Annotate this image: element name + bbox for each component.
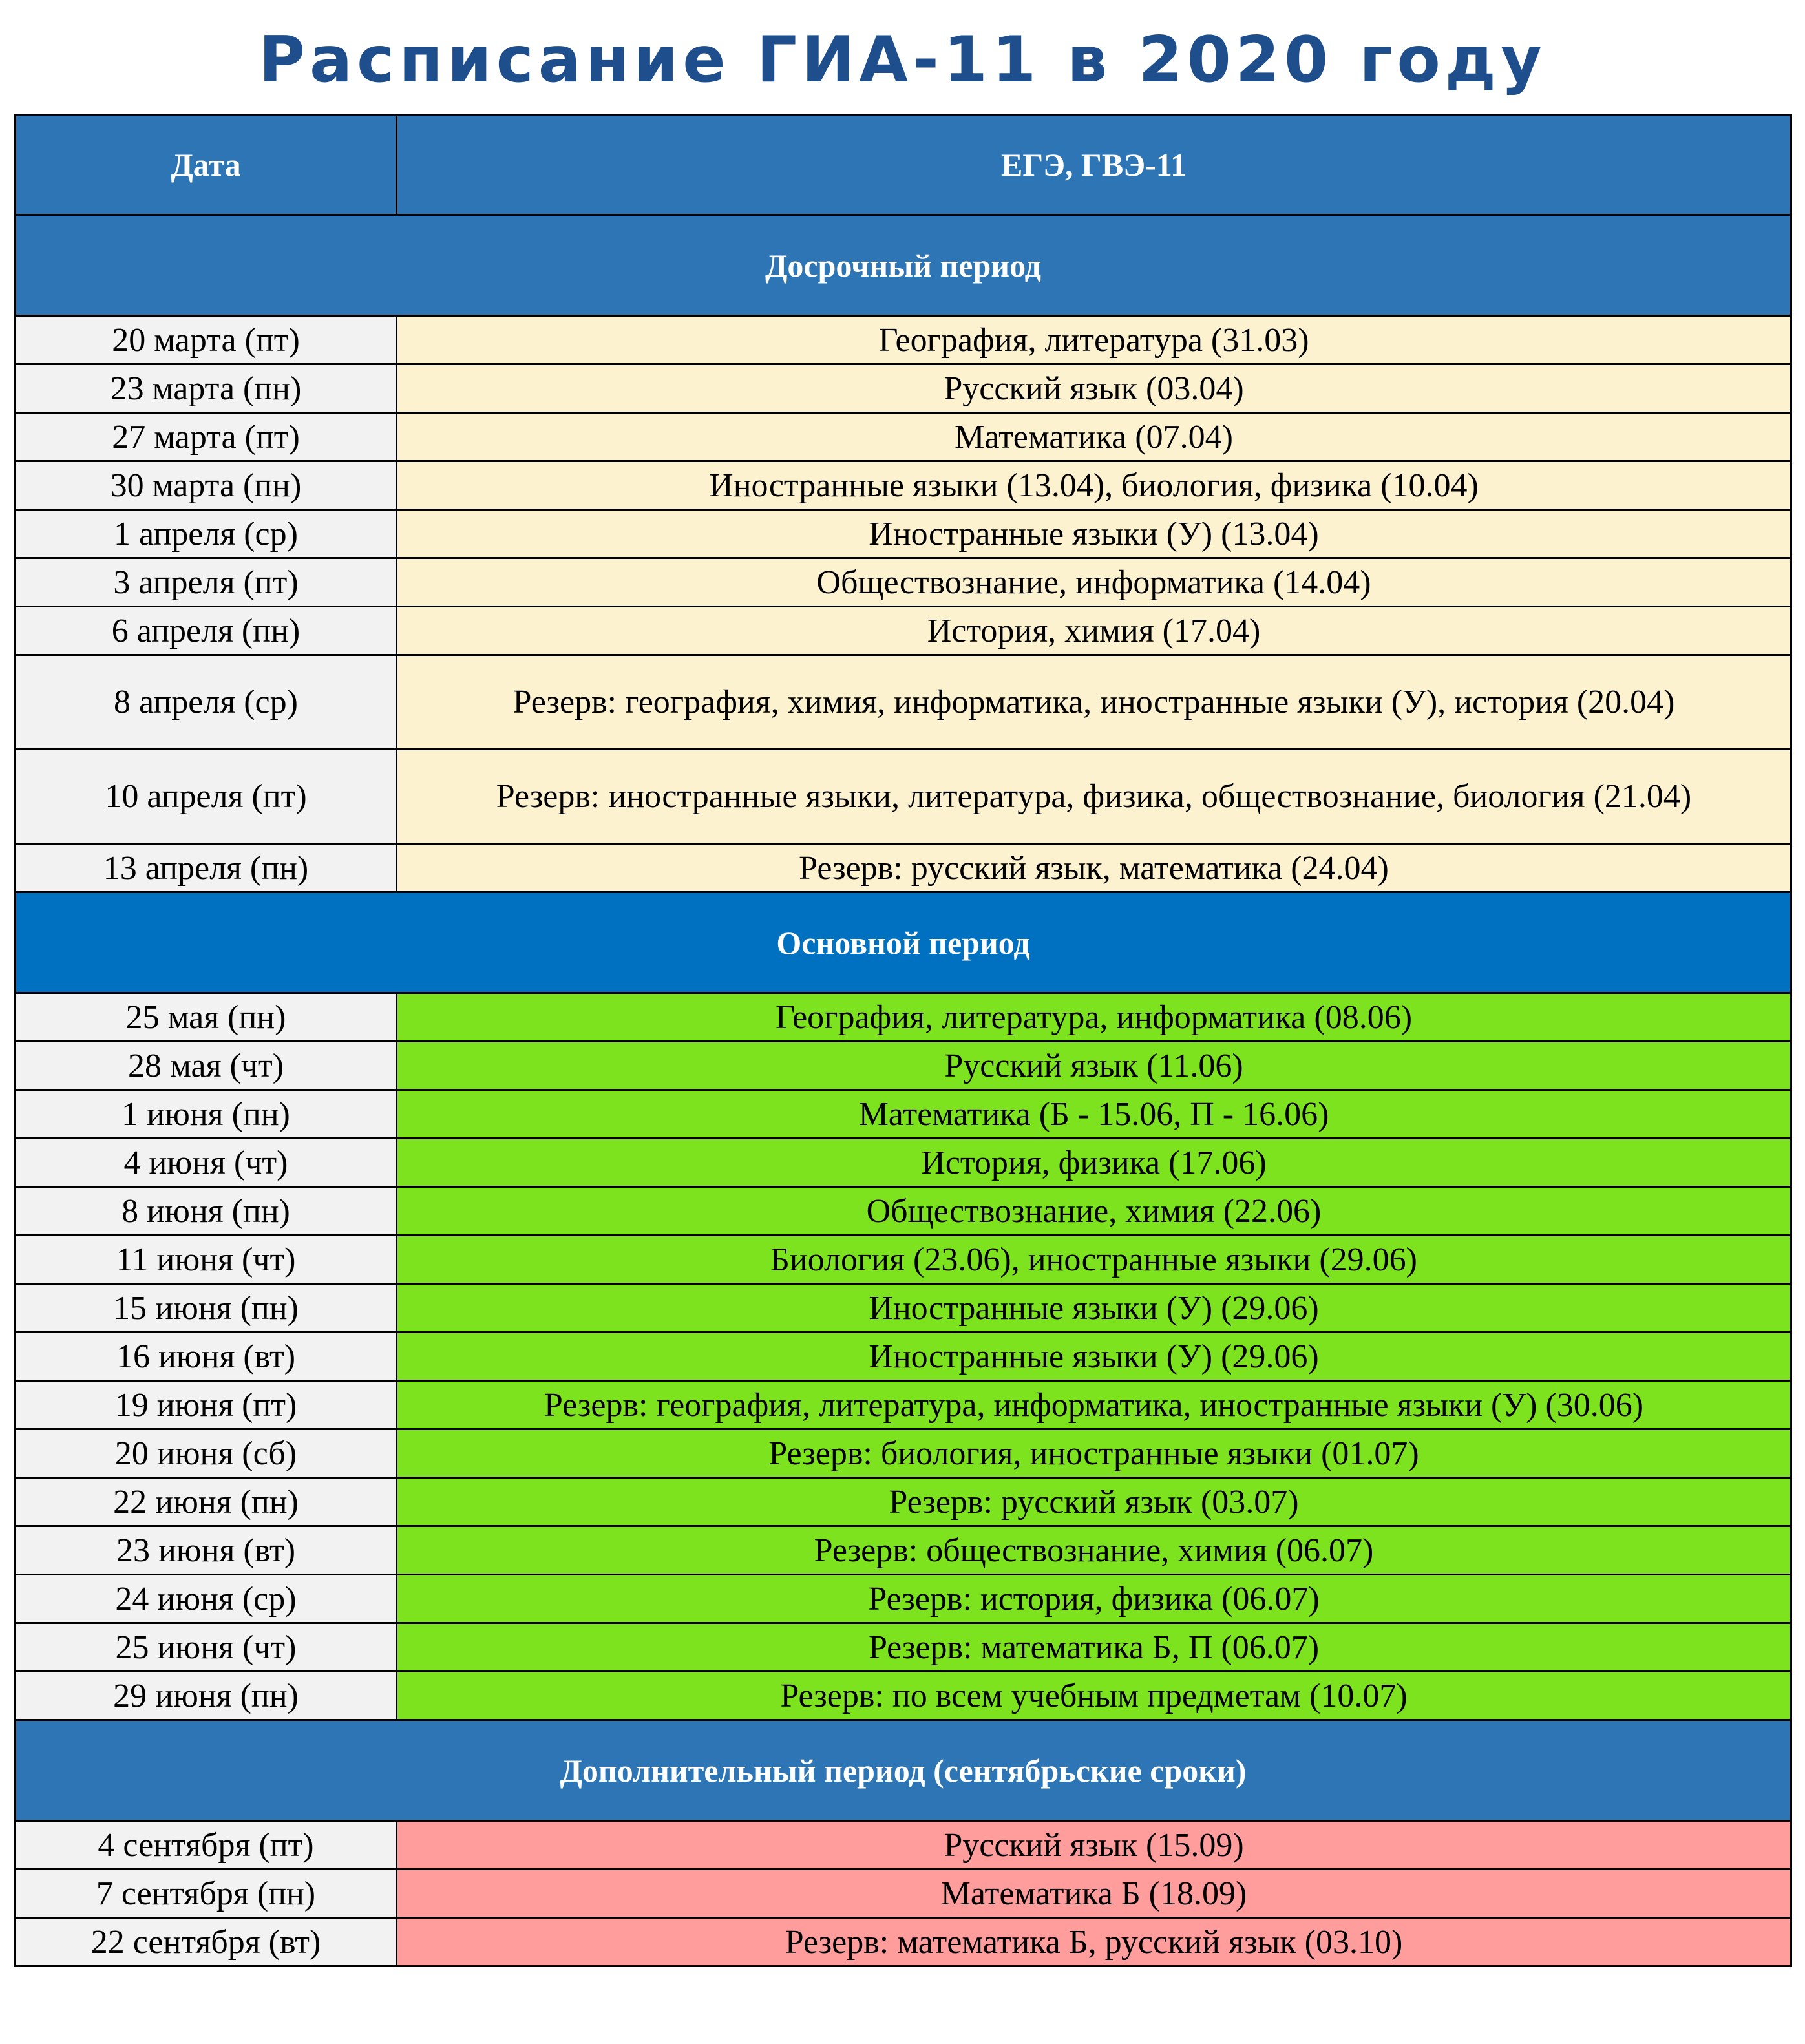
exam-subjects: Иностранные языки (У) (29.06) [397, 1333, 1791, 1381]
table-row [16, 1090, 1791, 1139]
exam-subjects: Иностранные языки (У) (13.04) [397, 510, 1791, 558]
exam-date: 6 апреля (пн) [16, 607, 397, 655]
exam-date: 3 апреля (пт) [16, 558, 397, 607]
table-row [16, 750, 1791, 844]
exam-subjects: Резерв: математика Б, русский язык (03.10) [397, 1918, 1791, 1966]
table-row [16, 364, 1791, 413]
exam-date: 27 марта (пт) [16, 413, 397, 461]
exam-date: 22 июня (пн) [16, 1478, 397, 1526]
exam-date: 29 июня (пн) [16, 1672, 397, 1720]
exam-date: 16 июня (вт) [16, 1333, 397, 1381]
table-row [16, 1333, 1791, 1381]
header-exams: ЕГЭ, ГВЭ-11 [397, 115, 1791, 215]
exam-subjects: Обществознание, информатика (14.04) [397, 558, 1791, 607]
exam-date: 7 сентября (пн) [16, 1870, 397, 1918]
exam-date: 15 июня (пн) [16, 1284, 397, 1333]
page-title: Расписание ГИА-11 в 2020 году [259, 23, 1546, 97]
exam-subjects: Резерв: биология, иностранные языки (01.07) [397, 1429, 1791, 1478]
exam-subjects: Математика (07.04) [397, 413, 1791, 461]
table-row [16, 1139, 1791, 1187]
exam-subjects: География, литература, информатика (08.06) [397, 993, 1791, 1042]
table-row [16, 844, 1791, 892]
period-title: Дополнительный период (сентябрьские сроки) [16, 1720, 1791, 1821]
exam-date: 4 сентября (пт) [16, 1821, 397, 1870]
exam-date: 24 июня (ср) [16, 1575, 397, 1623]
exam-subjects: Русский язык (03.04) [397, 364, 1791, 413]
exam-date: 25 мая (пн) [16, 993, 397, 1042]
exam-subjects: История, физика (17.06) [397, 1139, 1791, 1187]
table-row [16, 993, 1791, 1042]
exam-date: 1 июня (пн) [16, 1090, 397, 1139]
exam-date: 4 июня (чт) [16, 1139, 397, 1187]
exam-date: 11 июня (чт) [16, 1236, 397, 1284]
table-row [16, 413, 1791, 461]
table-row [16, 1478, 1791, 1526]
exam-subjects: Резерв: обществознание, химия (06.07) [397, 1526, 1791, 1575]
exam-subjects: Резерв: иностранные языки, литература, физика, обществознание, биология (21.04) [397, 750, 1791, 844]
period-header-early [16, 215, 1791, 316]
exam-date: 28 мая (чт) [16, 1042, 397, 1090]
table-row [16, 1042, 1791, 1090]
exam-subjects: История, химия (17.04) [397, 607, 1791, 655]
table-row [16, 461, 1791, 510]
exam-subjects: Резерв: русский язык (03.07) [397, 1478, 1791, 1526]
exam-subjects: Резерв: математика Б, П (06.07) [397, 1623, 1791, 1672]
table-row [16, 1623, 1791, 1672]
table-row [16, 607, 1791, 655]
table-row [16, 1672, 1791, 1720]
exam-subjects: Математика (Б - 15.06, П - 16.06) [397, 1090, 1791, 1139]
table-row [16, 510, 1791, 558]
exam-subjects: Иностранные языки (13.04), биология, физика (10.04) [397, 461, 1791, 510]
exam-date: 13 апреля (пн) [16, 844, 397, 892]
table-row [16, 655, 1791, 750]
exam-date: 10 апреля (пт) [16, 750, 397, 844]
header-date: Дата [16, 115, 397, 215]
table-row [16, 1381, 1791, 1429]
period-title: Досрочный период [16, 215, 1791, 316]
exam-date: 8 июня (пн) [16, 1187, 397, 1236]
exam-date: 19 июня (пт) [16, 1381, 397, 1429]
period-title: Основной период [16, 892, 1791, 993]
exam-subjects: Обществознание, химия (22.06) [397, 1187, 1791, 1236]
table-row [16, 1870, 1791, 1918]
exam-subjects: Резерв: история, физика (06.07) [397, 1575, 1791, 1623]
exam-subjects: Русский язык (11.06) [397, 1042, 1791, 1090]
table-row [16, 1187, 1791, 1236]
table-row [16, 1526, 1791, 1575]
table-row [16, 1284, 1791, 1333]
exam-date: 20 июня (сб) [16, 1429, 397, 1478]
exam-subjects: Резерв: география, химия, информатика, иностранные языки (У), история (20.04) [397, 655, 1791, 750]
exam-subjects: Русский язык (15.09) [397, 1821, 1791, 1870]
exam-date: 25 июня (чт) [16, 1623, 397, 1672]
exam-date: 23 марта (пн) [16, 364, 397, 413]
exam-date: 30 марта (пн) [16, 461, 397, 510]
exam-subjects: География, литература (31.03) [397, 316, 1791, 364]
exam-date: 1 апреля (ср) [16, 510, 397, 558]
exam-date: 23 июня (вт) [16, 1526, 397, 1575]
exam-subjects: Резерв: география, литература, информатика, иностранные языки (У) (30.06) [397, 1381, 1791, 1429]
exam-subjects: Математика Б (18.09) [397, 1870, 1791, 1918]
exam-subjects: Биология (23.06), иностранные языки (29.06) [397, 1236, 1791, 1284]
table-row [16, 1575, 1791, 1623]
period-header-additional [16, 1720, 1791, 1821]
table-row [16, 558, 1791, 607]
table-row [16, 1429, 1791, 1478]
period-header-main [16, 892, 1791, 993]
exam-subjects: Резерв: русский язык, математика (24.04) [397, 844, 1791, 892]
table-row [16, 1918, 1791, 1966]
exam-date: 22 сентября (вт) [16, 1918, 397, 1966]
exam-date: 8 апреля (ср) [16, 655, 397, 750]
exam-subjects: Иностранные языки (У) (29.06) [397, 1284, 1791, 1333]
schedule-table [14, 114, 1792, 1967]
exam-date: 20 марта (пт) [16, 316, 397, 364]
table-row [16, 1821, 1791, 1870]
table-row [16, 1236, 1791, 1284]
exam-subjects: Резерв: по всем учебным предметам (10.07) [397, 1672, 1791, 1720]
table-row [16, 316, 1791, 364]
table-header-row [16, 115, 1791, 215]
